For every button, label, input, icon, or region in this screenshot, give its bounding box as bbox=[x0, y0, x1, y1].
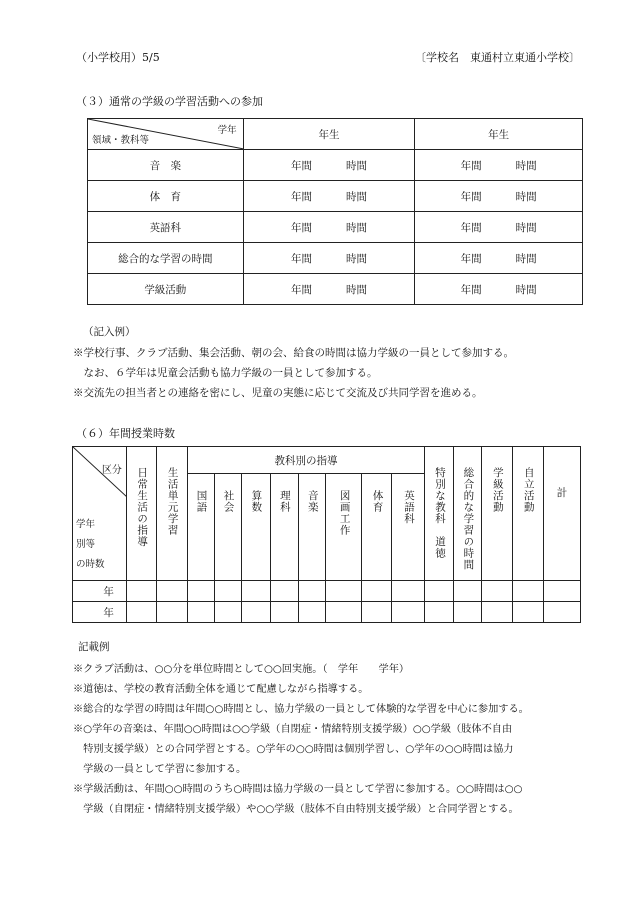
participation-table bbox=[87, 118, 583, 305]
row-label: 英語科 bbox=[88, 212, 244, 243]
col-header-unit: 生活単元学習 bbox=[156, 447, 187, 581]
corner-bottom-label: 領域・教科等 bbox=[92, 135, 150, 146]
col-header-subject: 音楽 bbox=[298, 474, 326, 581]
corner-bottom-label: 別等 bbox=[76, 539, 96, 550]
annual-hours-table bbox=[72, 446, 581, 623]
note-line: ※学級活動は、年間○○時間のうち○時間は協力学級の一員として学習に参加する。○○時間は○○ bbox=[73, 784, 523, 795]
note-line: 学級の一員として学習に参加する。 bbox=[73, 764, 247, 775]
corner-top-label: 学年 bbox=[217, 125, 237, 136]
table-row bbox=[73, 602, 581, 623]
table-row bbox=[73, 447, 581, 474]
col-header-subject: 英語科 bbox=[392, 474, 425, 581]
group-header: 教科別の指導 bbox=[187, 447, 424, 474]
example1-lines bbox=[73, 343, 514, 403]
table-row bbox=[88, 274, 583, 305]
table-cell: 年間 時間 bbox=[243, 243, 415, 274]
corner-bottom-label: 学年 bbox=[76, 519, 96, 530]
col-header-total: 計 bbox=[543, 447, 580, 581]
col-header-moral: 特別な教科 道徳 bbox=[425, 447, 454, 581]
table-cell: 年間 時間 bbox=[415, 181, 583, 212]
col-header-daily: 日常生活の指導 bbox=[126, 447, 156, 581]
table-cell: 年間 時間 bbox=[243, 212, 415, 243]
corner-cell bbox=[73, 447, 127, 581]
table-row bbox=[73, 581, 581, 602]
row-label: 学級活動 bbox=[88, 274, 244, 305]
table-cell: 年間 時間 bbox=[243, 150, 415, 181]
note-line: 特別支援学級）との合同学習とする。○学年の○○時間は個別学習し、○学年の○○時間は協力 bbox=[73, 744, 514, 755]
note-line: ※交流先の担当者との連絡を密にし、児童の実態に応じて交流及び共同学習を進める。 bbox=[73, 387, 483, 399]
row-label: 年 bbox=[73, 581, 127, 602]
corner-bottom-label: の時数 bbox=[76, 559, 105, 570]
note-line: ※総合的な学習の時間は年間○○時間とし、協力学級の一員として体験的な学習を中心に参加する。 bbox=[73, 704, 529, 715]
table-cell: 年間 時間 bbox=[243, 274, 415, 305]
col-header-subject: 国語 bbox=[187, 474, 214, 581]
table-row bbox=[88, 150, 583, 181]
row-label: 総合的な学習の時間 bbox=[88, 243, 244, 274]
col-header-subject: 図画工作 bbox=[326, 474, 362, 581]
row-label: 年 bbox=[73, 602, 127, 623]
header-right: 〔学校名 東通村立東通小学校〕 bbox=[415, 51, 580, 64]
col-header-subject: 体育 bbox=[362, 474, 392, 581]
table-cell: 年間 時間 bbox=[243, 181, 415, 212]
col-header-integrated: 総合的な学習の時間 bbox=[454, 447, 482, 581]
corner-cell bbox=[88, 119, 244, 150]
note-line: ※学校行事、クラブ活動、集会活動、朝の会、給食の時間は協力学級の一員として参加する。 bbox=[73, 347, 514, 359]
col-header-subject: 算数 bbox=[241, 474, 270, 581]
col-header: 年生 bbox=[243, 119, 415, 150]
note-line: ※クラブ活動は、○○分を単位時間として○○回実施。（ 学年 学年） bbox=[73, 664, 410, 675]
row-label: 音 楽 bbox=[88, 150, 244, 181]
section6-title: （６）年間授業時数 bbox=[76, 427, 175, 440]
table-cell: 年間 時間 bbox=[415, 243, 583, 274]
example1-block bbox=[83, 322, 136, 342]
note-line: 学級（自閉症・情緒特別支援学級）や○○学級（肢体不自由特別支援学級）と合同学習とする。 bbox=[73, 804, 519, 815]
header-left: （小学校用）5/5 bbox=[76, 51, 160, 64]
table-cell: 年間 時間 bbox=[415, 212, 583, 243]
note-line: なお、６学年は児童会活動も協力学級の一員として参加する。 bbox=[73, 367, 378, 379]
example1-title: （記入例） bbox=[83, 326, 136, 338]
table-cell: 年間 時間 bbox=[415, 274, 583, 305]
table-cell: 年間 時間 bbox=[415, 150, 583, 181]
note-line: ※○学年の音楽は、年間○○時間は○○学級（自閉症・情緒特別支援学級）○○学級（肢体不自由 bbox=[73, 724, 513, 735]
table-row bbox=[88, 243, 583, 274]
corner-top-label: 区分 bbox=[101, 465, 122, 476]
col-header-subject: 社会 bbox=[214, 474, 241, 581]
table-row bbox=[88, 181, 583, 212]
table-row bbox=[88, 119, 583, 150]
section3-title: （３）通常の学級の学習活動への参加 bbox=[76, 95, 263, 108]
col-header-class: 学級活動 bbox=[482, 447, 513, 581]
table-row bbox=[88, 212, 583, 243]
example2-lines bbox=[73, 660, 529, 820]
col-header-subject: 理科 bbox=[270, 474, 298, 581]
col-header-self: 自立活動 bbox=[513, 447, 544, 581]
col-header: 年生 bbox=[415, 119, 583, 150]
example2-title: 記載例 bbox=[78, 641, 110, 653]
note-line: ※道徳は、学校の教育活動全体を通じて配慮しながら指導する。 bbox=[73, 684, 369, 695]
row-label: 体 育 bbox=[88, 181, 244, 212]
